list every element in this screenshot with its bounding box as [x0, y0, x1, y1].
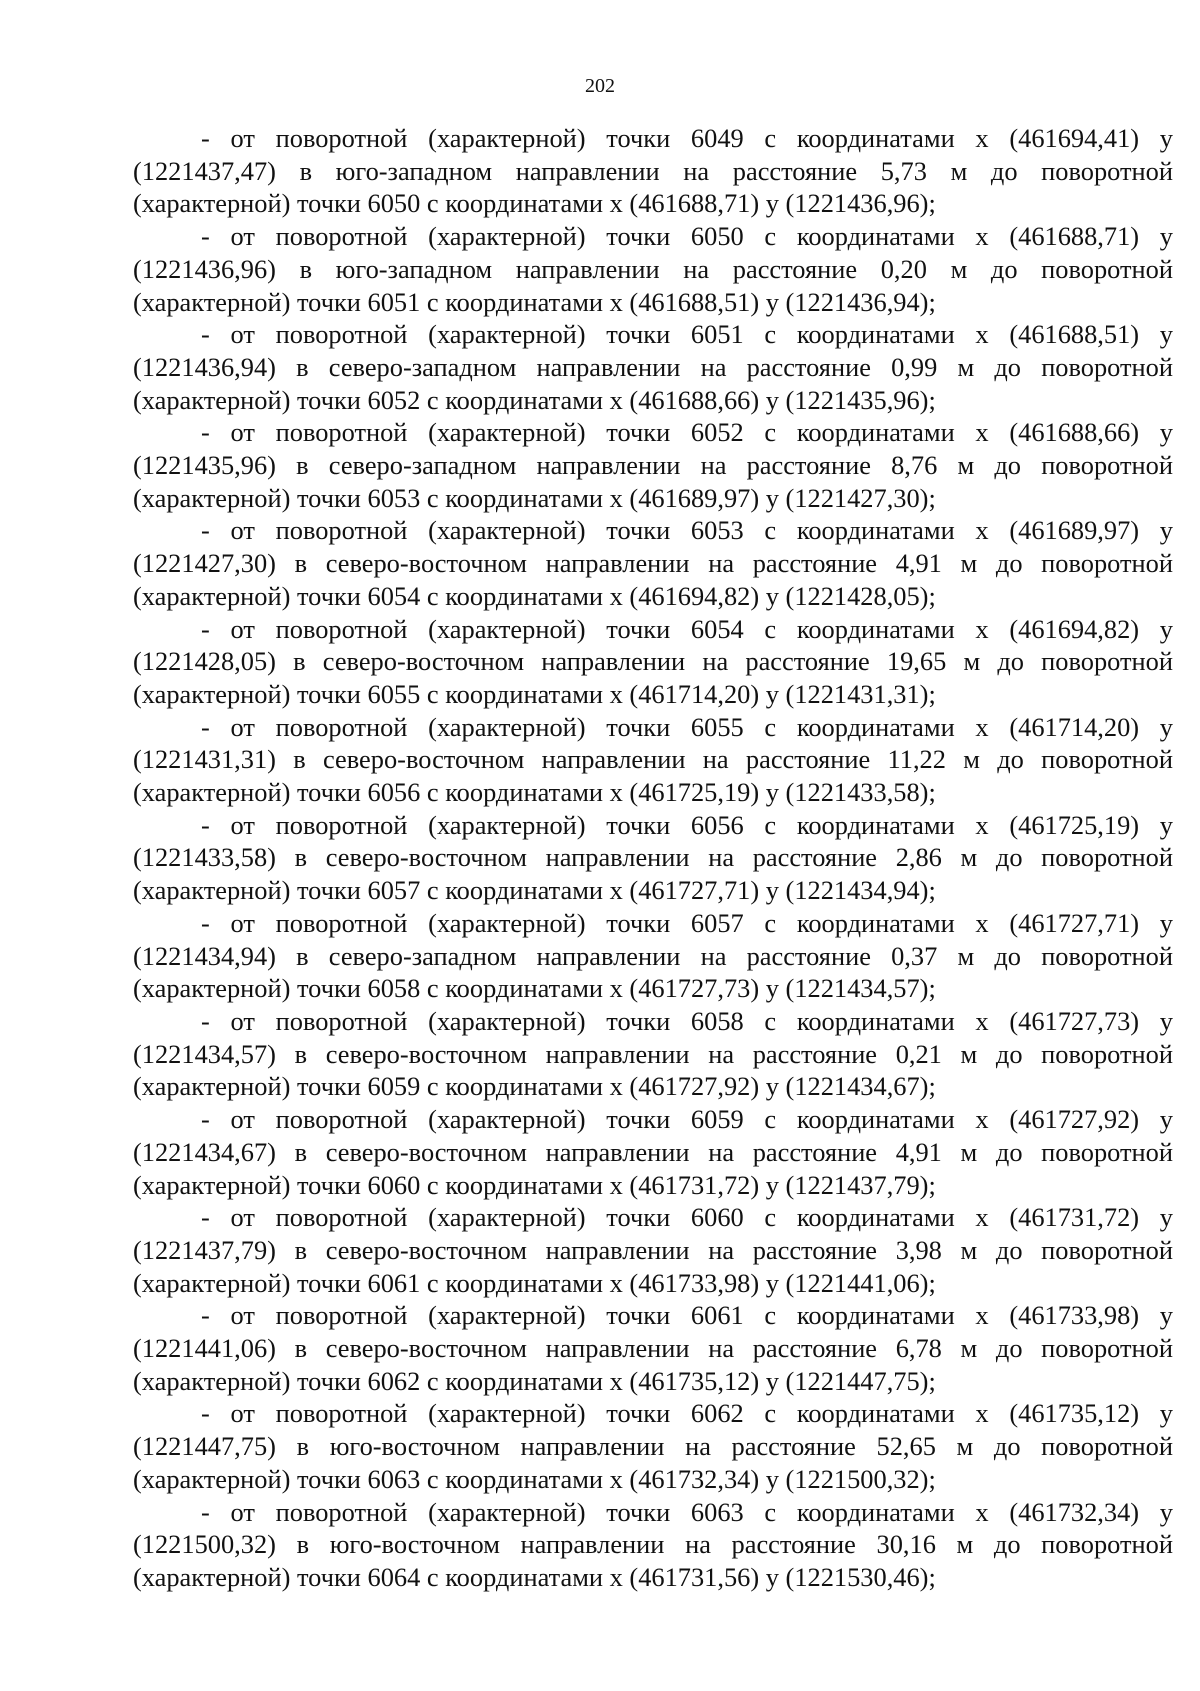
boundary-paragraph: - от поворотной (характерной) точки 6053 с координатами x (461689,97) y (1221427,30) в северо-восточном направлении на расстояние 4,91 м до поворотной (характерной) точки 6054 с координатами x (461694,82) y (1221428,05); [133, 515, 1173, 611]
document-body [133, 122, 1173, 1594]
boundary-paragraph: - от поворотной (характерной) точки 6060 с координатами x (461731,72) y (1221437,79) в северо-восточном направлении на расстояние 3,98 м до поворотной (характерной) точки 6061 с координатами x (461733,98) y (1221441,06); [133, 1202, 1173, 1298]
boundary-paragraph: - от поворотной (характерной) точки 6054 с координатами x (461694,82) y (1221428,05) в северо-восточном направлении на расстояние 19,65 м до поворотной (характерной) точки 6055 с координатами x (461714,20) y (1221431,31); [133, 613, 1173, 709]
boundary-paragraph: - от поворотной (характерной) точки 6055 с координатами x (461714,20) y (1221431,31) в северо-восточном направлении на расстояние 11,22 м до поворотной (характерной) точки 6056 с координатами x (461725,19) y (1221433,58); [133, 711, 1173, 808]
page-number: 202 [585, 75, 615, 97]
boundary-paragraph: - от поворотной (характерной) точки 6061 с координатами x (461733,98) y (1221441,06) в северо-восточном направлении на расстояние 6,78 м до поворотной (характерной) точки 6062 с координатами x (461735,12) y (1221447,75); [133, 1300, 1173, 1396]
boundary-paragraph: - от поворотной (характерной) точки 6051 с координатами x (461688,51) y (1221436,94) в северо-западном направлении на расстояние 0,99 м до поворотной (характерной) точки 6052 с координатами x (461688,66) y (1221435,96); [133, 319, 1173, 415]
boundary-paragraph: - от поворотной (характерной) точки 6056 с координатами x (461725,19) y (1221433,58) в северо-восточном направлении на расстояние 2,86 м до поворотной (характерной) точки 6057 с координатами x (461727,71) y (1221434,94); [133, 809, 1173, 906]
boundary-paragraph: - от поворотной (характерной) точки 6063 с координатами x (461732,34) y (1221500,32) в юго-восточном направлении на расстояние 30,16 м до поворотной (характерной) точки 6064 с координатами x (461731,56) y (1221530,46); [133, 1496, 1173, 1592]
boundary-paragraph: - от поворотной (характерной) точки 6062 с координатами x (461735,12) y (1221447,75) в юго-восточном направлении на расстояние 52,65 м до поворотной (характерной) точки 6063 с координатами x (461732,34) y (1221500,32); [133, 1398, 1173, 1494]
boundary-paragraph: - от поворотной (характерной) точки 6052 с координатами x (461688,66) y (1221435,96) в северо-западном направлении на расстояние 8,76 м до поворотной (характерной) точки 6053 с координатами x (461689,97) y (1221427,30); [133, 417, 1173, 513]
boundary-paragraph: - от поворотной (характерной) точки 6049 с координатами x (461694,41) y (1221437,47) в юго-западном направлении на расстояние 5,73 м до поворотной (характерной) точки 6050 с координатами x (461688,71) y (1221436,96); [133, 123, 1173, 219]
boundary-paragraph: - от поворотной (характерной) точки 6050 с координатами x (461688,71) y (1221436,96) в юго-западном направлении на расстояние 0,20 м до поворотной (характерной) точки 6051 с координатами x (461688,51) y (1221436,94); [133, 221, 1173, 317]
boundary-paragraph: - от поворотной (характерной) точки 6057 с координатами x (461727,71) y (1221434,94) в северо-западном направлении на расстояние 0,37 м до поворотной (характерной) точки 6058 с координатами x (461727,73) y (1221434,57); [133, 907, 1173, 1004]
boundary-paragraph: - от поворотной (характерной) точки 6059 с координатами x (461727,92) y (1221434,67) в северо-восточном направлении на расстояние 4,91 м до поворотной (характерной) точки 6060 с координатами x (461731,72) y (1221437,79); [133, 1104, 1173, 1200]
boundary-paragraph: - от поворотной (характерной) точки 6058 с координатами x (461727,73) y (1221434,57) в северо-восточном направлении на расстояние 0,21 м до поворотной (характерной) точки 6059 с координатами x (461727,92) y (1221434,67); [133, 1005, 1173, 1102]
